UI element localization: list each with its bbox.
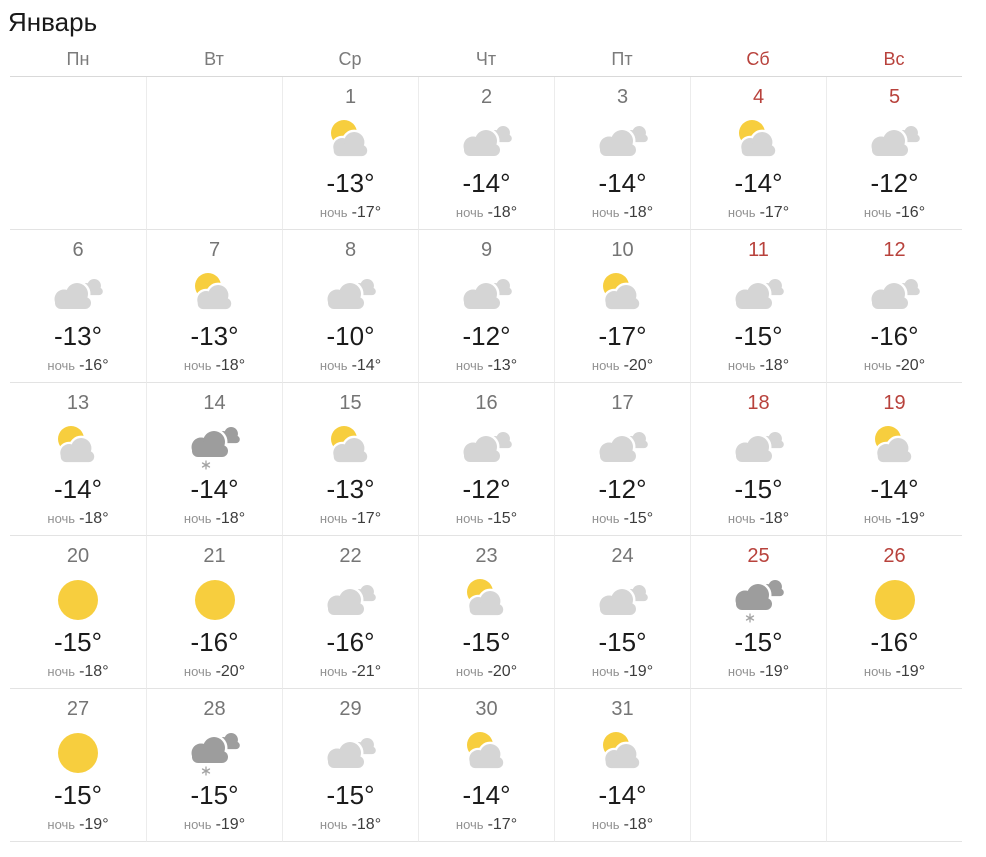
night-temp-value: -16° — [79, 356, 109, 374]
day-temperature: -10° — [326, 320, 375, 351]
night-temperature — [184, 664, 245, 680]
cloudy-icon — [866, 271, 924, 317]
day-number: 12 — [883, 238, 906, 261]
night-label: ночь — [727, 204, 756, 220]
weekday-wed: Ср — [338, 49, 362, 70]
night-temp-value: -20° — [895, 356, 926, 374]
sun-cloud-icon — [594, 271, 652, 317]
weekday-mon: Пн — [66, 49, 90, 70]
night-label: ночь — [591, 663, 620, 679]
night-temp-value: -16° — [895, 203, 926, 221]
night-temperature — [184, 817, 245, 833]
calendar-grid — [10, 77, 962, 842]
day-temperature: -13° — [326, 473, 375, 504]
day-temperature: -14° — [598, 779, 647, 810]
sun-cloud-icon — [322, 118, 380, 164]
day-number: 15 — [339, 391, 362, 414]
day-temperature: -12° — [598, 473, 647, 504]
empty-cell — [826, 689, 962, 842]
night-temperature — [728, 205, 789, 221]
night-temperature — [456, 817, 517, 833]
night-temperature — [592, 205, 653, 221]
day-number: 10 — [611, 238, 634, 261]
day-cell[interactable] — [554, 230, 690, 383]
day-cell[interactable] — [282, 230, 418, 383]
day-number: 28 — [203, 697, 226, 720]
page-title: Январь — [8, 7, 98, 37]
day-cell[interactable] — [418, 77, 554, 230]
day-temperature: -15° — [54, 626, 102, 657]
day-temperature: -15° — [734, 473, 783, 504]
cloudy-icon — [49, 271, 107, 317]
day-cell[interactable] — [10, 689, 146, 842]
night-temp-value: -20° — [215, 662, 246, 680]
day-number: 27 — [66, 697, 90, 720]
night-temperature — [320, 205, 381, 221]
night-temp-value: -15° — [623, 509, 654, 527]
night-temp-value: -19° — [623, 662, 654, 680]
cloudy-icon — [730, 271, 788, 317]
day-cell[interactable] — [690, 536, 826, 689]
sun-cloud-icon — [458, 730, 516, 776]
day-number: 3 — [616, 85, 629, 108]
night-label: ночь — [455, 816, 484, 832]
day-number: 31 — [611, 697, 634, 720]
day-temperature: -12° — [870, 167, 919, 198]
night-temp-value: -20° — [623, 356, 654, 374]
day-cell[interactable] — [826, 77, 962, 230]
night-temp-value: -17° — [487, 815, 518, 833]
day-cell[interactable] — [146, 536, 282, 689]
day-cell[interactable] — [554, 77, 690, 230]
day-number: 30 — [475, 697, 498, 720]
day-number: 26 — [883, 544, 906, 567]
night-label: ночь — [47, 510, 76, 526]
day-number: 22 — [339, 544, 362, 567]
night-temp-value: -14° — [351, 356, 382, 374]
night-temp-value: -18° — [215, 356, 246, 374]
day-cell[interactable] — [282, 383, 418, 536]
weekday-header-row — [10, 43, 962, 77]
night-temperature — [456, 511, 517, 527]
cloudy-icon — [594, 577, 652, 623]
day-cell[interactable] — [554, 383, 690, 536]
night-label: ночь — [47, 816, 76, 832]
night-temp-value: -17° — [351, 203, 382, 221]
night-temperature — [184, 358, 245, 374]
day-temperature: -13° — [54, 320, 102, 351]
day-number: 5 — [888, 85, 901, 108]
night-temp-value: -18° — [759, 509, 790, 527]
day-temperature: -16° — [870, 626, 919, 657]
day-cell[interactable] — [146, 230, 282, 383]
sun-icon — [866, 577, 924, 623]
day-number: 19 — [883, 391, 906, 414]
night-label: ночь — [591, 816, 620, 832]
night-temperature — [592, 511, 653, 527]
cloudy-icon — [458, 271, 516, 317]
night-temperature — [320, 817, 381, 833]
day-number: 16 — [475, 391, 498, 414]
night-temp-value: -17° — [351, 509, 382, 527]
night-temperature — [320, 358, 381, 374]
night-label: ночь — [863, 510, 892, 526]
night-temperature — [47, 817, 108, 833]
night-temp-value: -13° — [487, 356, 518, 374]
night-label: ночь — [183, 357, 212, 373]
day-number: 20 — [66, 544, 90, 567]
month-calendar — [10, 43, 962, 842]
night-label: ночь — [591, 357, 620, 373]
night-temp-value: -18° — [79, 662, 109, 680]
cloudy-icon — [730, 424, 788, 470]
day-temperature: -14° — [734, 167, 783, 198]
sun-cloud-icon — [186, 271, 244, 317]
cloudy-icon — [458, 118, 516, 164]
weekday-tue: Вт — [204, 49, 224, 70]
sun-cloud-icon — [866, 424, 924, 470]
night-temp-value: -18° — [623, 203, 654, 221]
day-temperature: -14° — [870, 473, 919, 504]
day-number: 11 — [748, 238, 769, 261]
night-temp-value: -18° — [79, 509, 109, 527]
day-temperature: -14° — [598, 167, 647, 198]
weekday-sat: Сб — [746, 49, 770, 70]
night-temperature — [592, 664, 653, 680]
night-temp-value: -19° — [895, 509, 926, 527]
day-temperature: -15° — [598, 626, 647, 657]
day-number: 25 — [747, 544, 770, 567]
day-temperature: -15° — [734, 626, 783, 657]
day-cell[interactable] — [690, 230, 826, 383]
day-number: 17 — [611, 391, 634, 414]
day-number: 24 — [611, 544, 634, 567]
day-temperature: -15° — [326, 779, 375, 810]
cloudy-icon — [322, 730, 380, 776]
day-number: 9 — [480, 238, 493, 261]
empty-cell — [146, 77, 282, 230]
night-temperature — [320, 664, 381, 680]
night-temp-value: -18° — [623, 815, 654, 833]
day-temperature: -15° — [190, 779, 239, 810]
night-temp-value: -18° — [759, 356, 790, 374]
night-label: ночь — [319, 510, 348, 526]
night-temperature — [47, 664, 108, 680]
night-label: ночь — [47, 663, 76, 679]
sun-icon — [186, 577, 244, 623]
day-cell[interactable] — [146, 383, 282, 536]
weekday-fri: Пт — [611, 49, 633, 70]
day-cell[interactable] — [690, 77, 826, 230]
day-cell[interactable] — [10, 230, 146, 383]
day-number: 13 — [66, 391, 90, 414]
cloudy-icon — [322, 577, 380, 623]
sun-cloud-icon — [730, 118, 788, 164]
night-label: ночь — [183, 663, 212, 679]
sun-cloud-icon — [458, 577, 516, 623]
night-temperature — [728, 358, 789, 374]
night-temp-value: -19° — [79, 815, 109, 833]
day-number: 6 — [72, 238, 84, 261]
cloudy-icon — [458, 424, 516, 470]
day-number: 2 — [480, 85, 493, 108]
night-label: ночь — [47, 357, 76, 373]
night-temp-value: -19° — [895, 662, 926, 680]
day-temperature: -13° — [190, 320, 239, 351]
night-label: ночь — [863, 663, 892, 679]
night-label: ночь — [863, 204, 892, 220]
night-temperature — [456, 664, 517, 680]
night-temperature — [864, 358, 925, 374]
day-temperature: -17° — [598, 320, 647, 351]
day-temperature: -14° — [54, 473, 102, 504]
night-temperature — [864, 205, 925, 221]
day-number: 29 — [339, 697, 362, 720]
day-temperature: -15° — [54, 779, 102, 810]
night-label: ночь — [455, 204, 484, 220]
night-temperature — [864, 511, 925, 527]
night-label: ночь — [455, 663, 484, 679]
day-number: 8 — [344, 238, 357, 261]
night-temperature — [592, 358, 653, 374]
day-cell[interactable] — [418, 689, 554, 842]
night-label: ночь — [183, 510, 212, 526]
empty-cell — [10, 77, 146, 230]
day-cell[interactable] — [554, 689, 690, 842]
night-label: ночь — [727, 663, 756, 679]
night-temperature — [320, 511, 381, 527]
night-temperature — [456, 358, 517, 374]
day-temperature: -16° — [326, 626, 375, 657]
sun-icon — [49, 730, 107, 776]
day-number: 1 — [344, 85, 357, 108]
night-temp-value: -18° — [487, 203, 518, 221]
night-temp-value: -18° — [351, 815, 382, 833]
night-label: ночь — [319, 663, 348, 679]
cloudy-icon — [322, 271, 380, 317]
sun-cloud-icon — [594, 730, 652, 776]
day-temperature: -15° — [462, 626, 511, 657]
night-temp-value: -18° — [215, 509, 246, 527]
day-number: 14 — [203, 391, 226, 414]
day-temperature: -14° — [462, 779, 511, 810]
day-temperature: -16° — [870, 320, 919, 351]
day-temperature: -16° — [190, 626, 239, 657]
day-cell[interactable] — [554, 536, 690, 689]
night-temperature — [592, 817, 653, 833]
night-temp-value: -21° — [351, 662, 382, 680]
night-temperature — [728, 511, 789, 527]
night-temp-value: -20° — [487, 662, 518, 680]
night-temperature — [47, 358, 108, 374]
night-label: ночь — [727, 357, 756, 373]
night-temperature — [456, 205, 517, 221]
night-label: ночь — [183, 816, 212, 832]
night-temp-value: -19° — [215, 815, 246, 833]
day-number: 18 — [747, 391, 770, 414]
day-temperature: -12° — [462, 473, 511, 504]
night-temp-value: -19° — [759, 662, 790, 680]
night-label: ночь — [319, 204, 348, 220]
day-cell[interactable] — [282, 536, 418, 689]
weekday-thu: Чт — [475, 49, 497, 70]
night-label: ночь — [727, 510, 756, 526]
night-label: ночь — [319, 816, 348, 832]
sun-icon — [49, 577, 107, 623]
day-cell[interactable] — [690, 383, 826, 536]
night-label: ночь — [591, 204, 620, 220]
cloudy-icon — [866, 118, 924, 164]
night-label: ночь — [591, 510, 620, 526]
night-label: ночь — [319, 357, 348, 373]
day-temperature: -15° — [734, 320, 783, 351]
day-cell[interactable] — [10, 383, 146, 536]
night-temperature — [728, 664, 789, 680]
day-number: 23 — [475, 544, 498, 567]
weekday-sun: Вс — [883, 49, 905, 70]
night-temp-value: -15° — [487, 509, 518, 527]
day-temperature: -14° — [462, 167, 511, 198]
day-cell[interactable] — [826, 383, 962, 536]
snow-cloud-icon — [730, 577, 788, 623]
snow-cloud-icon — [186, 424, 244, 470]
night-temp-value: -17° — [759, 203, 790, 221]
day-cell[interactable] — [282, 689, 418, 842]
day-cell[interactable] — [826, 230, 962, 383]
night-temperature — [864, 664, 925, 680]
night-label: ночь — [455, 357, 484, 373]
sun-cloud-icon — [322, 424, 380, 470]
day-number: 4 — [752, 85, 765, 108]
day-temperature: -13° — [326, 167, 375, 198]
day-temperature: -14° — [190, 473, 239, 504]
day-number: 21 — [203, 544, 226, 567]
day-cell[interactable] — [418, 383, 554, 536]
night-temperature — [47, 511, 108, 527]
night-temperature — [184, 511, 245, 527]
cloudy-icon — [594, 118, 652, 164]
night-label: ночь — [863, 357, 892, 373]
day-cell[interactable] — [418, 230, 554, 383]
empty-cell — [690, 689, 826, 842]
night-label: ночь — [455, 510, 484, 526]
day-cell[interactable] — [10, 536, 146, 689]
day-cell[interactable] — [826, 536, 962, 689]
day-cell[interactable] — [418, 536, 554, 689]
day-cell[interactable] — [146, 689, 282, 842]
cloudy-icon — [594, 424, 652, 470]
sun-cloud-icon — [49, 424, 107, 470]
day-cell[interactable] — [282, 77, 418, 230]
day-number: 7 — [208, 238, 221, 261]
day-temperature: -12° — [462, 320, 511, 351]
snow-cloud-icon — [186, 730, 244, 776]
